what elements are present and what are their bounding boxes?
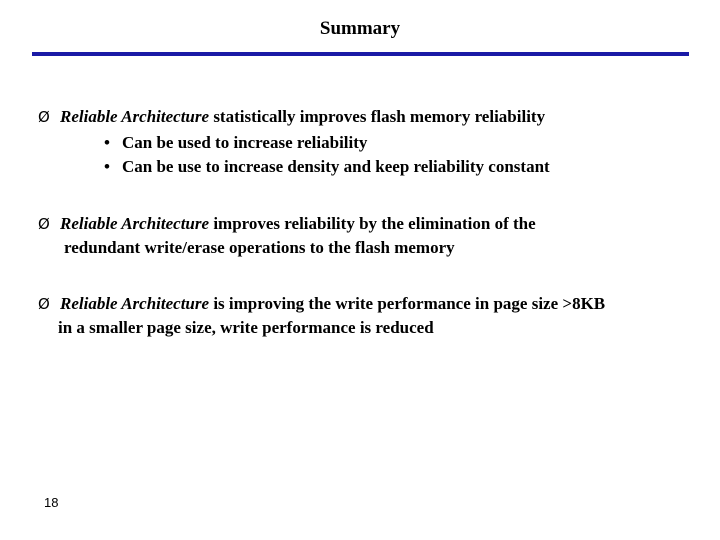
sub-item-1-text: Can be used to increase reliability <box>122 133 368 152</box>
point-3-text: is improving the write performance in page size >8KB <box>209 294 606 313</box>
arrow-bullet-icon: Ø <box>38 108 50 126</box>
point-1-text: statistically improves flash memory reliability <box>209 107 546 126</box>
sub-item-1 <box>104 133 367 153</box>
sub-item-2-text: Can be use to increase density and keep reliability constant <box>122 157 550 176</box>
bullet-point-3 <box>38 292 605 340</box>
point-2-text: improves reliability by the elimination of the <box>209 214 536 233</box>
point-2-emphasis: Reliable Architecture <box>60 214 210 233</box>
slide-title: Summary <box>319 18 401 39</box>
page-number: 18 <box>44 495 59 510</box>
point-3-continuation: in a smaller page size, write performance is reduced <box>58 318 434 337</box>
arrow-bullet-icon: Ø <box>38 295 50 313</box>
sub-item-2 <box>104 157 550 177</box>
point-1-emphasis: Reliable Architecture <box>60 107 210 126</box>
bullet-point-1 <box>38 105 545 129</box>
title-underline <box>32 52 689 56</box>
arrow-bullet-icon: Ø <box>38 215 50 233</box>
dot-bullet-icon: • <box>104 157 110 176</box>
point-2-continuation: redundant write/erase operations to the flash memory <box>64 238 455 257</box>
dot-bullet-icon: • <box>104 133 110 152</box>
bullet-point-2 <box>38 212 536 260</box>
point-3-emphasis: Reliable Architecture <box>60 294 210 313</box>
